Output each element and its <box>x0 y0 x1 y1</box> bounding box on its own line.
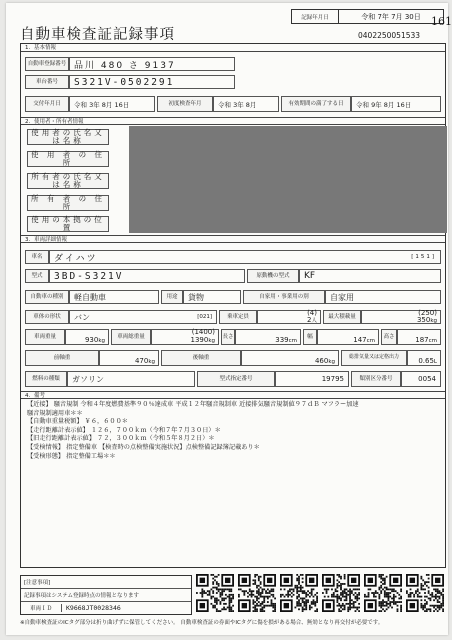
handwritten-mark: 161 <box>431 15 452 28</box>
category-label: 類別区分番号 <box>351 371 401 387</box>
weight-box <box>65 329 109 345</box>
capacity-label: 乗車定員 <box>219 310 257 324</box>
body-code: [021] <box>197 314 212 320</box>
engine-label: 原動機の型式 <box>247 269 299 283</box>
height-box <box>397 329 441 345</box>
redaction-block <box>129 126 447 233</box>
notice-title: [注意事項] <box>21 576 191 589</box>
remarks-line: 【受検形態】 指定整備工場＊＊ <box>27 452 116 460</box>
capacity-unit: 人 <box>311 317 317 324</box>
remarks-line: 騒音規制適用車＊＊ <box>27 409 83 417</box>
issue-date-value: 令和 3年 8月 16日 <box>69 96 155 112</box>
length-unit: cm <box>288 338 297 344</box>
chassis-value: S321V-0502291 <box>69 75 235 89</box>
gross-value: (1400) <box>191 328 215 336</box>
remarks-line: 【自動車重量税額】 ￥６，６００＊ <box>27 418 128 426</box>
fuel-value: ガソリン <box>67 371 195 387</box>
document-page <box>6 3 452 635</box>
type-no-label: 型式指定番号 <box>197 371 275 387</box>
width-unit: cm <box>366 338 375 344</box>
weight-value: 930 <box>84 336 99 344</box>
rear-axle-value: 460 <box>314 357 329 365</box>
first-reg-label: 初度検査年月 <box>157 96 213 112</box>
remarks-line: 【走行距離計表示値】 １２６，７００ｋｍ（令和７年７月３０日）＊ <box>27 426 221 434</box>
make-label: 車名 <box>25 250 49 264</box>
fuel-label: 燃料の種類 <box>25 371 67 387</box>
section-remarks: 4．備考 <box>21 391 445 399</box>
base-location-label: 使用の本拠の位置 <box>27 216 109 232</box>
section-vehicle-info: 3．車両詳細情報 <box>21 235 445 243</box>
gross-unit: kg <box>208 337 215 344</box>
model-value: 3BD-S321V <box>49 269 245 283</box>
displacement-label: 総排気量又は定格出力 <box>341 350 407 366</box>
displacement-unit: L <box>433 359 437 365</box>
qr-code-3 <box>280 574 318 612</box>
load-row2 <box>417 317 437 325</box>
car-id-label: 車両ＩＤ <box>21 604 62 612</box>
displacement-box <box>407 350 441 366</box>
category-value: 0054 <box>401 371 441 387</box>
qr-code-1 <box>196 574 234 612</box>
gross-value-2: 1390 <box>190 335 209 344</box>
owner-address-label: 所 有 者 の 住 所 <box>27 195 109 211</box>
document-number: 0402250051533 <box>358 31 421 40</box>
capacity-value: (4) <box>307 308 317 317</box>
width-label: 幅 <box>303 329 317 345</box>
use-label: 用途 <box>161 290 183 304</box>
main-frame <box>20 43 446 568</box>
make-value: ダイハツ <box>54 253 98 264</box>
engine-value: KF <box>299 269 441 283</box>
height-unit: cm <box>428 338 437 344</box>
gross-box <box>151 329 219 345</box>
section-basic-info: 1．基本情報 <box>21 44 445 52</box>
expiry-value: 令和 9年 8月 16日 <box>351 96 441 112</box>
owner-block <box>21 126 445 234</box>
qr-code-5 <box>364 574 402 612</box>
kind-label: 自動車の種別 <box>25 290 69 304</box>
capacity-value-2: 2 <box>307 315 312 324</box>
capacity-row2 <box>307 317 317 325</box>
qr-code-4 <box>322 574 360 612</box>
front-axle-unit: kg <box>148 359 155 365</box>
rear-axle-label: 後軸重 <box>161 350 241 366</box>
front-axle-label: 前軸重 <box>25 350 99 366</box>
gross-row2 <box>190 337 215 346</box>
notice-box <box>20 575 192 615</box>
qr-code-row <box>194 574 444 614</box>
qr-code-6 <box>406 574 444 612</box>
load-value-2: 350 <box>416 315 431 324</box>
weight-unit: kg <box>98 338 105 344</box>
length-value: 339 <box>275 336 289 344</box>
gross-label: 車両総重量 <box>111 329 151 345</box>
rear-axle-box <box>241 350 339 366</box>
owner-name-label: 所有者の氏名又は名称 <box>27 173 109 189</box>
issue-date-label: 交付年月日 <box>25 96 69 112</box>
width-box <box>317 329 379 345</box>
document-title: 自動車検査証記録事項 <box>20 27 175 43</box>
remarks-line: 【旧走行距離計表示値】 ７２，３００ｋｍ（令和５年８月２日）＊ <box>27 435 215 443</box>
load-value-box <box>361 310 441 324</box>
make-row <box>49 250 441 264</box>
weight-label: 車両重量 <box>25 329 65 345</box>
displacement-value: 0.65 <box>418 357 434 365</box>
section-owner-info: 2．使用者・所有者情報 <box>21 117 445 125</box>
reg-no-value: 品川 480 さ 9137 <box>69 57 235 71</box>
reg-no-label: 自動車登録番号 <box>25 57 69 71</box>
first-reg-value: 令和 3年 8月 <box>213 96 279 112</box>
body-row <box>69 310 217 324</box>
body-value: バン <box>74 312 90 322</box>
body-label: 車体の形状 <box>25 310 69 324</box>
type-no-value: 19795 <box>275 371 349 387</box>
car-id-row <box>21 602 191 614</box>
user-address-label: 使 用 者 の 住 所 <box>27 151 109 167</box>
chassis-label: 車台番号 <box>25 75 69 89</box>
make-code: [151] <box>411 254 436 260</box>
load-value: (250) <box>418 308 437 317</box>
record-date-label: 記録年月日 <box>292 10 339 23</box>
remarks-text <box>27 401 441 461</box>
private-value: 自家用 <box>325 290 441 304</box>
height-value: 187 <box>415 336 429 344</box>
length-label: 長さ <box>221 329 235 345</box>
remarks-line: 【受検情報】 指定整備車 【検査時の点検整備実施状況】点検整備記録簿記載あり＊ <box>27 443 260 451</box>
notice-text: 記録事項はシステム登録時点の情報となります <box>21 589 191 602</box>
width-value: 147 <box>353 336 367 344</box>
height-label: 高さ <box>381 329 397 345</box>
use-value: 貨物 <box>183 290 241 304</box>
load-label: 最大積載量 <box>323 310 361 324</box>
car-id-value: K9668JT0028346 <box>66 604 121 612</box>
capacity-value-box <box>257 310 321 324</box>
rear-axle-unit: kg <box>328 359 335 365</box>
load-unit: kg <box>430 317 437 324</box>
kind-value: 軽自動車 <box>69 290 159 304</box>
length-box <box>235 329 301 345</box>
front-axle-value: 470 <box>134 357 149 365</box>
qr-code-2 <box>238 574 276 612</box>
record-date-box <box>291 9 444 24</box>
front-axle-box <box>99 350 159 366</box>
footnote: ※自動車検査証のICタグ部分は折り曲げずに保管してください。 自動車検査証の券面やICタグに傷を損がある場合、無効となり再交付が必要です。 <box>20 620 384 626</box>
expiry-label: 有効期間の満了する日 <box>281 96 351 112</box>
model-label: 型式 <box>25 269 49 283</box>
user-name-label: 使用者の氏名又は名称 <box>27 129 109 145</box>
private-label: 自家用・事業用の別 <box>243 290 325 304</box>
remarks-line: 【近接】 騒音規制 令和４年度燃費基準９０％達成車 平成１２年騒音規制車 近接排気騒音規制値９７ｄＢ マフラー加速 <box>27 401 359 408</box>
record-date-value: 令和 7年 7月 30日 <box>361 12 421 21</box>
